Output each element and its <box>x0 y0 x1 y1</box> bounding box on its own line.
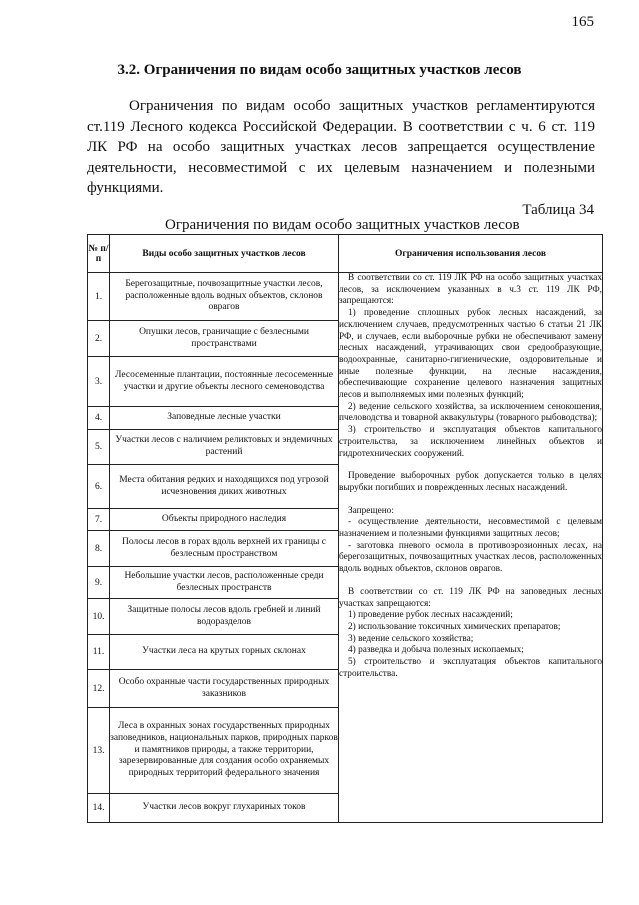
row-number: 4. <box>88 407 110 430</box>
restriction-text: 1) проведение сплошных рубок лесных насаждений, за исключением случаев, предусмотренных частью 6 статьи 21 ЛК РФ, и случаев, если выборочные рубки не обеспечивают замену лесных насаждений, утрачивающих свои средообразующие, водоохранные, санитарно-гигиенические, оздоровительные и иные полезные функции, на лесные насаждения, обеспечивающие сохранение целевого назначения защитных лесов и выполняемых ими полезных функций; <box>339 308 602 401</box>
row-type: Участки лесов вокруг глухариных токов <box>110 794 339 823</box>
section-heading: 3.2. Ограничения по видам особо защитных участков лесов <box>117 62 522 78</box>
row-number: 2. <box>88 321 110 357</box>
row-type: Небольшие участки лесов, расположенные среди безлесных пространств <box>110 567 339 599</box>
row-number: 1. <box>88 273 110 321</box>
table-header-row <box>88 235 603 273</box>
row-type: Опушки лесов, граничащие с безлесными пространствами <box>110 321 339 357</box>
row-type: Объекты природного наследия <box>110 509 339 531</box>
restriction-text: Проведение выборочных рубок допускается только в целях вырубки погибших и поврежденных лесных насаждений. <box>339 471 602 493</box>
header-num: № п/п <box>88 235 110 273</box>
table-caption: Ограничения по видам особо защитных участков лесов <box>165 217 520 233</box>
page-number: 165 <box>571 14 594 30</box>
row-type: Особо охранные части государственных природных заказников <box>110 670 339 708</box>
restriction-text: 4) разведка и добыча полезных ископаемых; <box>348 645 524 656</box>
row-type: Защитные полосы лесов вдоль гребней и линий водоразделов <box>110 599 339 635</box>
row-type: Места обитания редких и находящихся под угрозой исчезновения диких животных <box>110 465 339 509</box>
restriction-text: Запрещено: <box>348 505 394 516</box>
row-type: Леса в охранных зонах государственных природных заповедников, национальных парков, природных парков и памятников природы, а также территории, зарезервированные для создания особо охраняемых природных территорий федерального значения <box>110 708 339 794</box>
row-number: 7. <box>88 509 110 531</box>
restriction-text: 2) ведение сельского хозяйства, за исключением сенокошения, пчеловодства и товарной аквакультуры (товарного рыбоводства); <box>339 401 602 424</box>
row-type: Берегозащитные, почвозащитные участки лесов, расположенные вдоль водных объектов, склонов оврагов <box>110 273 339 321</box>
intro-paragraph: Ограничения по видам особо защитных участков регламентируются ст.119 Лесного кодекса Российской Федерации. В соответствии с ч. 6 ст. 119 ЛК РФ на особо защитных участках лесов запрещается осуществление деятельности, несовместимой с их целевым назначением и полезными функциями. <box>87 98 595 196</box>
row-number: 5. <box>88 430 110 465</box>
row-number: 11. <box>88 635 110 670</box>
header-restrictions: Ограничения использования лесов <box>339 235 603 273</box>
restriction-text: 5) строительство и эксплуатация объектов капитального строительства. <box>339 657 602 679</box>
row-number: 12. <box>88 670 110 708</box>
row-type: Лесосеменные плантации, постоянные лесосеменные участки и другие объекты лесного семеноводства <box>110 357 339 407</box>
row-number: 8. <box>88 531 110 567</box>
row-number: 9. <box>88 567 110 599</box>
row-type: Полосы лесов в горах вдоль верхней их границы с безлесным пространством <box>110 531 339 567</box>
row-number: 10. <box>88 599 110 635</box>
table-label: Таблица 34 <box>522 202 594 218</box>
row-type: Участки леса на крутых горных склонах <box>110 635 339 670</box>
row-number: 13. <box>88 708 110 794</box>
row-number: 14. <box>88 794 110 823</box>
row-type: Участки лесов с наличием реликтовых и эндемичных растений <box>110 430 339 465</box>
header-type: Виды особо защитных участков лесов <box>110 235 339 273</box>
restriction-text: 3) ведение сельского хозяйства; <box>348 633 474 644</box>
restriction-text: В соответствии со ст. 119 ЛК РФ на заповедных лесных участках запрещаются: <box>339 586 602 609</box>
restrictions-cell <box>339 273 603 823</box>
restriction-text: В соответствии со ст. 119 ЛК РФ на особо защитных участках лесов, за исключением указанных в ч.3 ст. 119 ЛК РФ, запрещаются: <box>339 273 602 307</box>
restriction-text: - осуществление деятельности, несовместимой с целевым назначением и полезными функциями защитных лесов; <box>339 517 602 540</box>
row-number: 3. <box>88 357 110 407</box>
restriction-text: - заготовка пневого осмола в противоэрозионных лесах, на берегозащитных, почвозащитных участках лесов, расположенных вдоль водных объектов, склонов оврагов. <box>339 540 602 575</box>
table-row <box>88 273 603 321</box>
restrictions-table <box>87 234 603 823</box>
restriction-text: 1) проведение рубок лесных насаждений; <box>348 610 513 621</box>
row-type: Заповедные лесные участки <box>110 407 339 430</box>
restriction-text: 2) использование токсичных химических препаратов; <box>348 621 561 632</box>
restriction-text: 3) строительство и эксплуатация объектов капитального строительства, за исключением линейных объектов и гидротехнических сооружений. <box>339 425 602 459</box>
row-number: 6. <box>88 465 110 509</box>
